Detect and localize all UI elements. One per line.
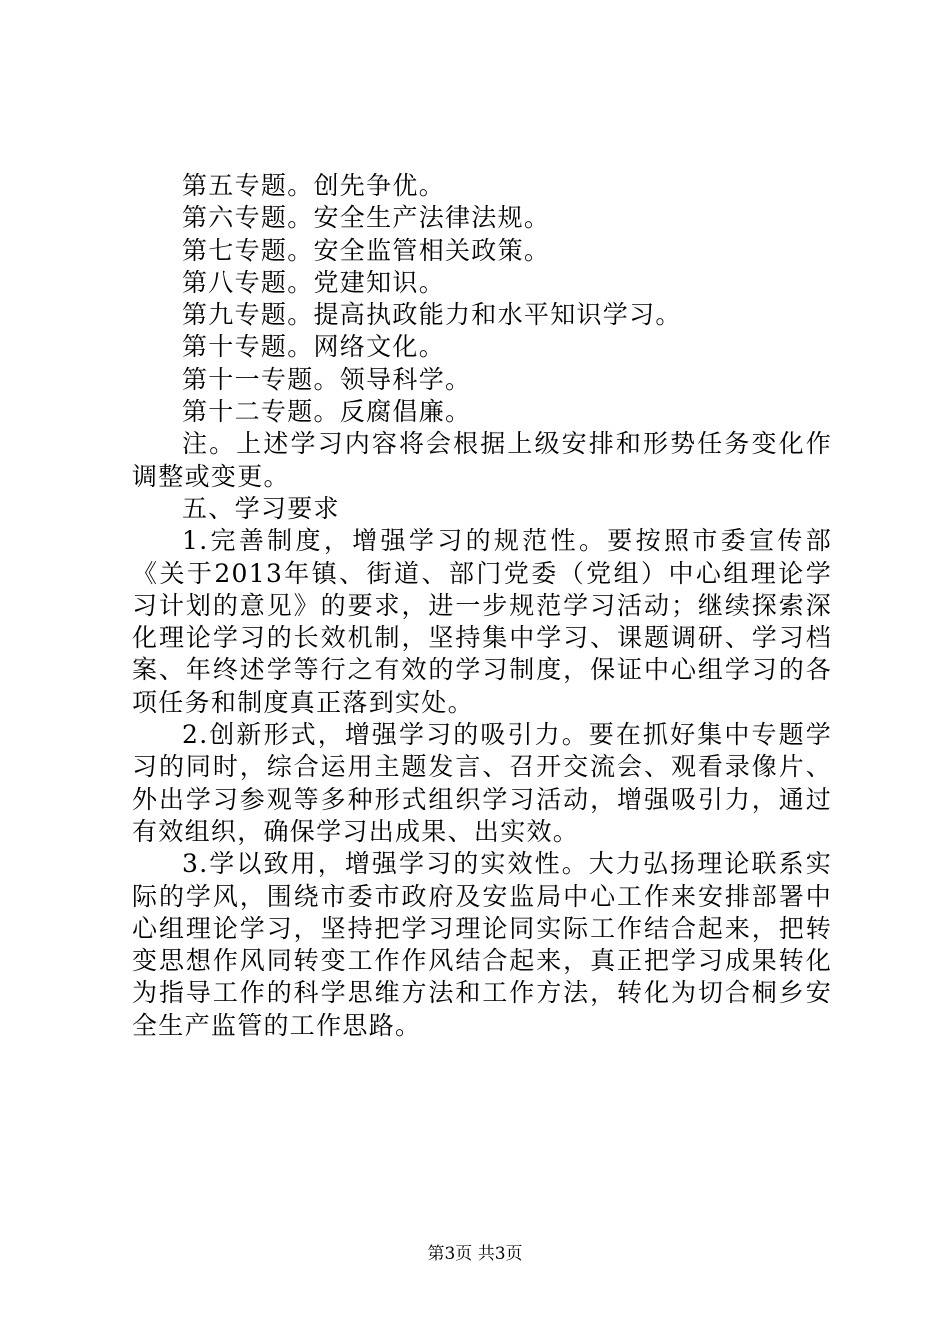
- document-body: [132, 170, 832, 1042]
- topic-line-10: 第十专题。网络文化。: [182, 332, 446, 362]
- topic-line-7: 第七专题。安全监管相关政策。: [182, 235, 551, 265]
- topic-line-6: 第六专题。安全生产法律法规。: [182, 203, 551, 233]
- requirement-paragraph-3: 3.学以致用，增强学习的实效性。大力弘扬理论联系实际的学风，围绕市委市政府及安监局中心工作来安排部署中心组理论学习，坚持把学习理论同实际工作结合起来，把转变思想作风同转变工作作风结合起来，真正把学习成果转化为指导工作的科学思维方法和工作方法，转化为切合桐乡安全生产监管的工作思路。: [132, 849, 832, 1040]
- topic-line-5: 第五专题。创先争优。: [182, 171, 446, 200]
- topic-line-8: 第八专题。党建知识。: [182, 267, 446, 297]
- topic-line-9: 第九专题。提高执政能力和水平知识学习。: [182, 300, 682, 330]
- section-heading: 五、学习要求: [182, 493, 340, 523]
- note-paragraph: 注。上述学习内容将会根据上级安排和形势任务变化作调整或变更。: [132, 429, 832, 491]
- requirement-paragraph-1: 1.完善制度，增强学习的规范性。要按照市委宣传部《关于2013年镇、街道、部门党委（党组）中心组理论学习计划的意见》的要求，进一步规范学习活动；继续探索深化理论学习的长效机制，坚持集中学习、课题调研、学习档案、年终述学等行之有效的学习制度，保证中心组学习的各项任务和制度真正落到实处。: [132, 526, 832, 717]
- page-number-label: 第3页 共3页: [427, 1244, 523, 1264]
- requirement-paragraph-2: 2.创新形式，增强学习的吸引力。要在抓好集中专题学习的同时，综合运用主题发言、召开交流会、观看录像片、外出学习参观等多种形式组织学习活动，增强吸引力，通过有效组织，确保学习出成果、出实效。: [132, 720, 832, 846]
- topic-line-12: 第十二专题。反腐倡廉。: [182, 397, 472, 427]
- page-footer: [0, 1243, 950, 1265]
- topic-line-11: 第十一专题。领导科学。: [182, 364, 472, 394]
